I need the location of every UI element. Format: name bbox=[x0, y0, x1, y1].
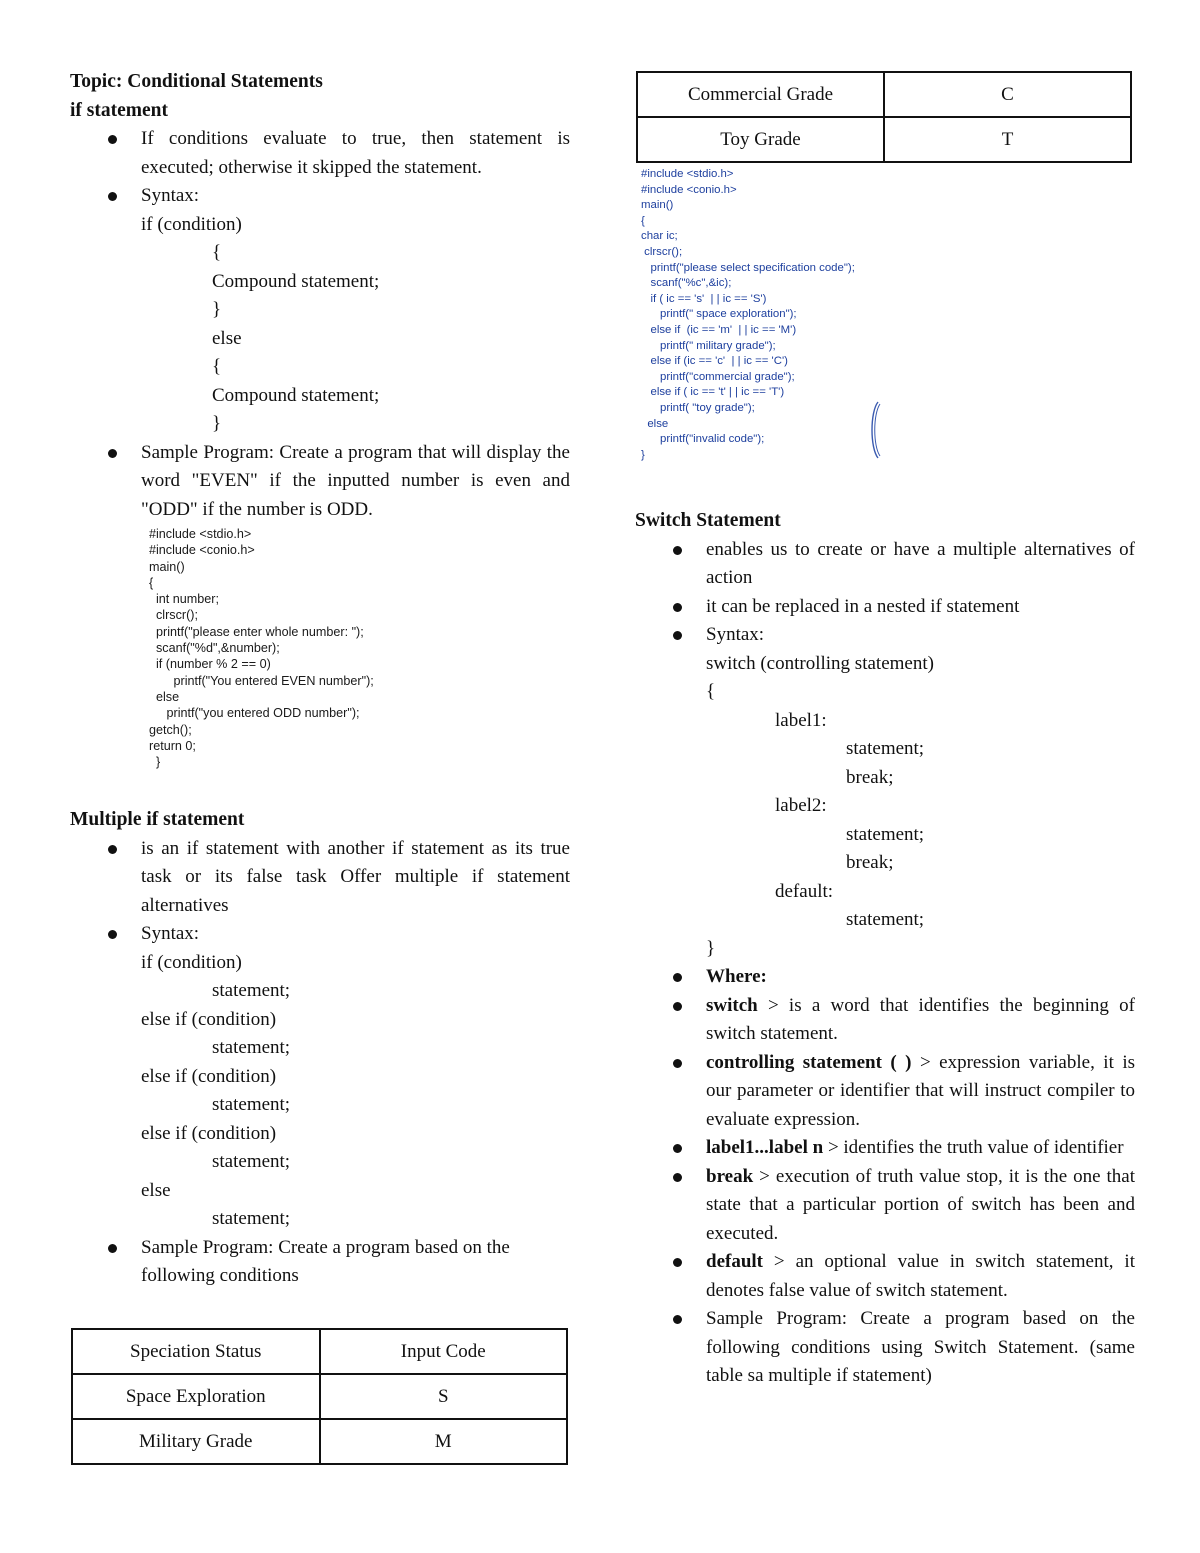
switch-statement-heading: Switch Statement bbox=[635, 510, 781, 532]
if-syntax-line: { bbox=[212, 356, 222, 377]
switch-syntax-line: statement; bbox=[846, 738, 925, 760]
switch-definition-bullet: enables us to create or have a multiple alternatives of action bbox=[635, 536, 1135, 593]
multiple-if-syntax-line: if (condition) bbox=[141, 951, 242, 973]
switch-syntax-line: break; bbox=[846, 852, 894, 874]
definition-text: > identifies the truth value of identifier bbox=[823, 1137, 1124, 1159]
even-odd-code-snippet: #include <stdio.h> #include <conio.h> main() { int number; clrscr(); printf("please enter whole number: "); scanf("%d",&number); if (number % 2 == 0) printf("You entered EVEN number"); else printf("you entered ODD number"); getch(); return 0; } bbox=[149, 527, 374, 770]
switch-syntax-line: statement; bbox=[846, 823, 925, 845]
definition-term: controlling statement ( ) bbox=[706, 1051, 912, 1073]
table-row bbox=[72, 1329, 567, 1374]
table-cell: Space Exploration bbox=[72, 1374, 320, 1419]
multiple-if-sample-bullet: Sample Program: Create a program based on the following conditions bbox=[70, 1234, 570, 1291]
definition-text: > expression variable, it is our parameter or identifier that will instruct compiler to evaluate expression. bbox=[706, 1051, 1135, 1130]
multiple-if-bullet-list bbox=[70, 835, 570, 1291]
switch-syntax-line: break; bbox=[846, 766, 894, 788]
table-header-cell: Input Code bbox=[320, 1329, 568, 1374]
switch-syntax-line: label2: bbox=[775, 795, 827, 817]
switch-syntax-label: Syntax: bbox=[706, 624, 765, 646]
table-row bbox=[637, 72, 1131, 117]
if-definition-bullet: If conditions evaluate to true, then statement is executed; otherwise it skipped the statement. bbox=[70, 125, 570, 182]
definition-bullet bbox=[635, 1049, 1135, 1135]
table-row bbox=[72, 1419, 567, 1464]
if-syntax-label: Syntax: bbox=[141, 185, 200, 206]
multiple-if-syntax-label: Syntax: bbox=[141, 923, 200, 945]
multiple-if-syntax-line: else if (condition) bbox=[141, 1008, 277, 1030]
switch-sample-bullet: Sample Program: Create a program based on the following conditions using Switch Statement. (same table sa multiple if statement) bbox=[635, 1305, 1135, 1391]
left-column bbox=[70, 68, 570, 1291]
if-syntax-line: } bbox=[212, 299, 222, 320]
multiple-if-syntax-line: statement; bbox=[212, 980, 291, 1002]
right-column bbox=[635, 167, 1135, 1391]
definition-term: default bbox=[706, 1251, 763, 1273]
if-syntax-bullet bbox=[70, 182, 570, 439]
speciation-table bbox=[71, 1328, 568, 1465]
definition-bullet bbox=[635, 1248, 1135, 1305]
multiple-if-syntax-bullet bbox=[70, 920, 570, 1234]
if-statement-heading: if statement bbox=[70, 99, 169, 121]
switch-syntax-line: label1: bbox=[775, 709, 827, 731]
if-syntax-line: } bbox=[212, 413, 222, 434]
table-cell: T bbox=[884, 117, 1131, 162]
table-row bbox=[637, 117, 1131, 162]
if-syntax-line: { bbox=[212, 242, 222, 263]
if-bullet-list bbox=[70, 125, 570, 524]
table-cell: Toy Grade bbox=[637, 117, 884, 162]
definition-text: > execution of truth value stop, it is the one that state that a particular portion of switch has been and executed. bbox=[706, 1165, 1135, 1244]
multiple-if-heading: Multiple if statement bbox=[70, 809, 245, 831]
definition-term: break bbox=[706, 1165, 754, 1187]
topic-heading: Topic: Conditional Statements bbox=[70, 71, 323, 92]
switch-syntax-line: switch (controlling statement) bbox=[706, 652, 934, 674]
multiple-if-syntax-line: else if (condition) bbox=[141, 1065, 277, 1087]
definition-text: > is a word that identifies the beginning of switch statement. bbox=[706, 994, 1135, 1045]
grade-table-continued bbox=[636, 71, 1132, 163]
table-cell: S bbox=[320, 1374, 568, 1419]
definition-bullet bbox=[635, 1163, 1135, 1249]
table-row bbox=[72, 1374, 567, 1419]
multiple-if-syntax-line: statement; bbox=[212, 1151, 291, 1173]
switch-bullet-list bbox=[635, 536, 1135, 1391]
multiple-if-syntax-line: else if (condition) bbox=[141, 1122, 277, 1144]
multiple-if-syntax-line: statement; bbox=[212, 1037, 291, 1059]
grade-code-snippet: #include <stdio.h> #include <conio.h> main() { char ic; clrscr(); printf("please select specification code"); scanf("%c",&ic); if ( ic == 's' | | ic == 'S') printf(" space exploration"); else if (ic == 'm' | | ic == 'M') printf(" military grade"); else if (ic == 'c' | | ic == 'C') printf("commercial grade"); else if ( ic == 't' | | ic == 'T') printf( "toy grade"); else printf("invalid code"); } bbox=[641, 168, 855, 461]
if-syntax-line: Compound statement; bbox=[212, 384, 380, 406]
table-cell: M bbox=[320, 1419, 568, 1464]
if-syntax-line: else bbox=[212, 327, 242, 349]
switch-syntax-line: statement; bbox=[846, 909, 925, 931]
multiple-if-syntax-line: statement; bbox=[212, 1094, 291, 1116]
definition-bullet bbox=[635, 1134, 1135, 1163]
switch-syntax-line: default: bbox=[775, 880, 834, 902]
table-cell: C bbox=[884, 72, 1131, 117]
switch-syntax-bullet bbox=[635, 621, 1135, 963]
table-header-cell: Speciation Status bbox=[72, 1329, 320, 1374]
multiple-if-syntax-line: else bbox=[141, 1179, 171, 1201]
multiple-if-definition-bullet: is an if statement with another if statement as its true task or its false task Offer multiple if statement alternatives bbox=[70, 835, 570, 921]
if-syntax-line: Compound statement; bbox=[212, 270, 380, 292]
table-cell: Commercial Grade bbox=[637, 72, 884, 117]
definition-term: switch bbox=[706, 994, 758, 1016]
definition-text: > an optional value in switch statement, it denotes false value of switch statement. bbox=[706, 1251, 1135, 1301]
switch-syntax-line: } bbox=[706, 937, 716, 959]
multiple-if-syntax-line: statement; bbox=[212, 1208, 291, 1230]
if-syntax-line: if (condition) bbox=[141, 213, 242, 235]
hand-drawn-bracket-icon bbox=[868, 400, 884, 460]
where-bullet: Where: bbox=[635, 963, 1135, 992]
definition-term: label1...label n bbox=[706, 1137, 824, 1159]
switch-syntax-line: { bbox=[706, 681, 716, 703]
definition-bullet bbox=[635, 992, 1135, 1049]
if-sample-bullet: Sample Program: Create a program that will display the word "EVEN" if the inputted number is even and "ODD" if the number is ODD. bbox=[70, 439, 570, 525]
switch-nested-bullet: it can be replaced in a nested if statement bbox=[635, 593, 1135, 622]
table-cell: Military Grade bbox=[72, 1419, 320, 1464]
